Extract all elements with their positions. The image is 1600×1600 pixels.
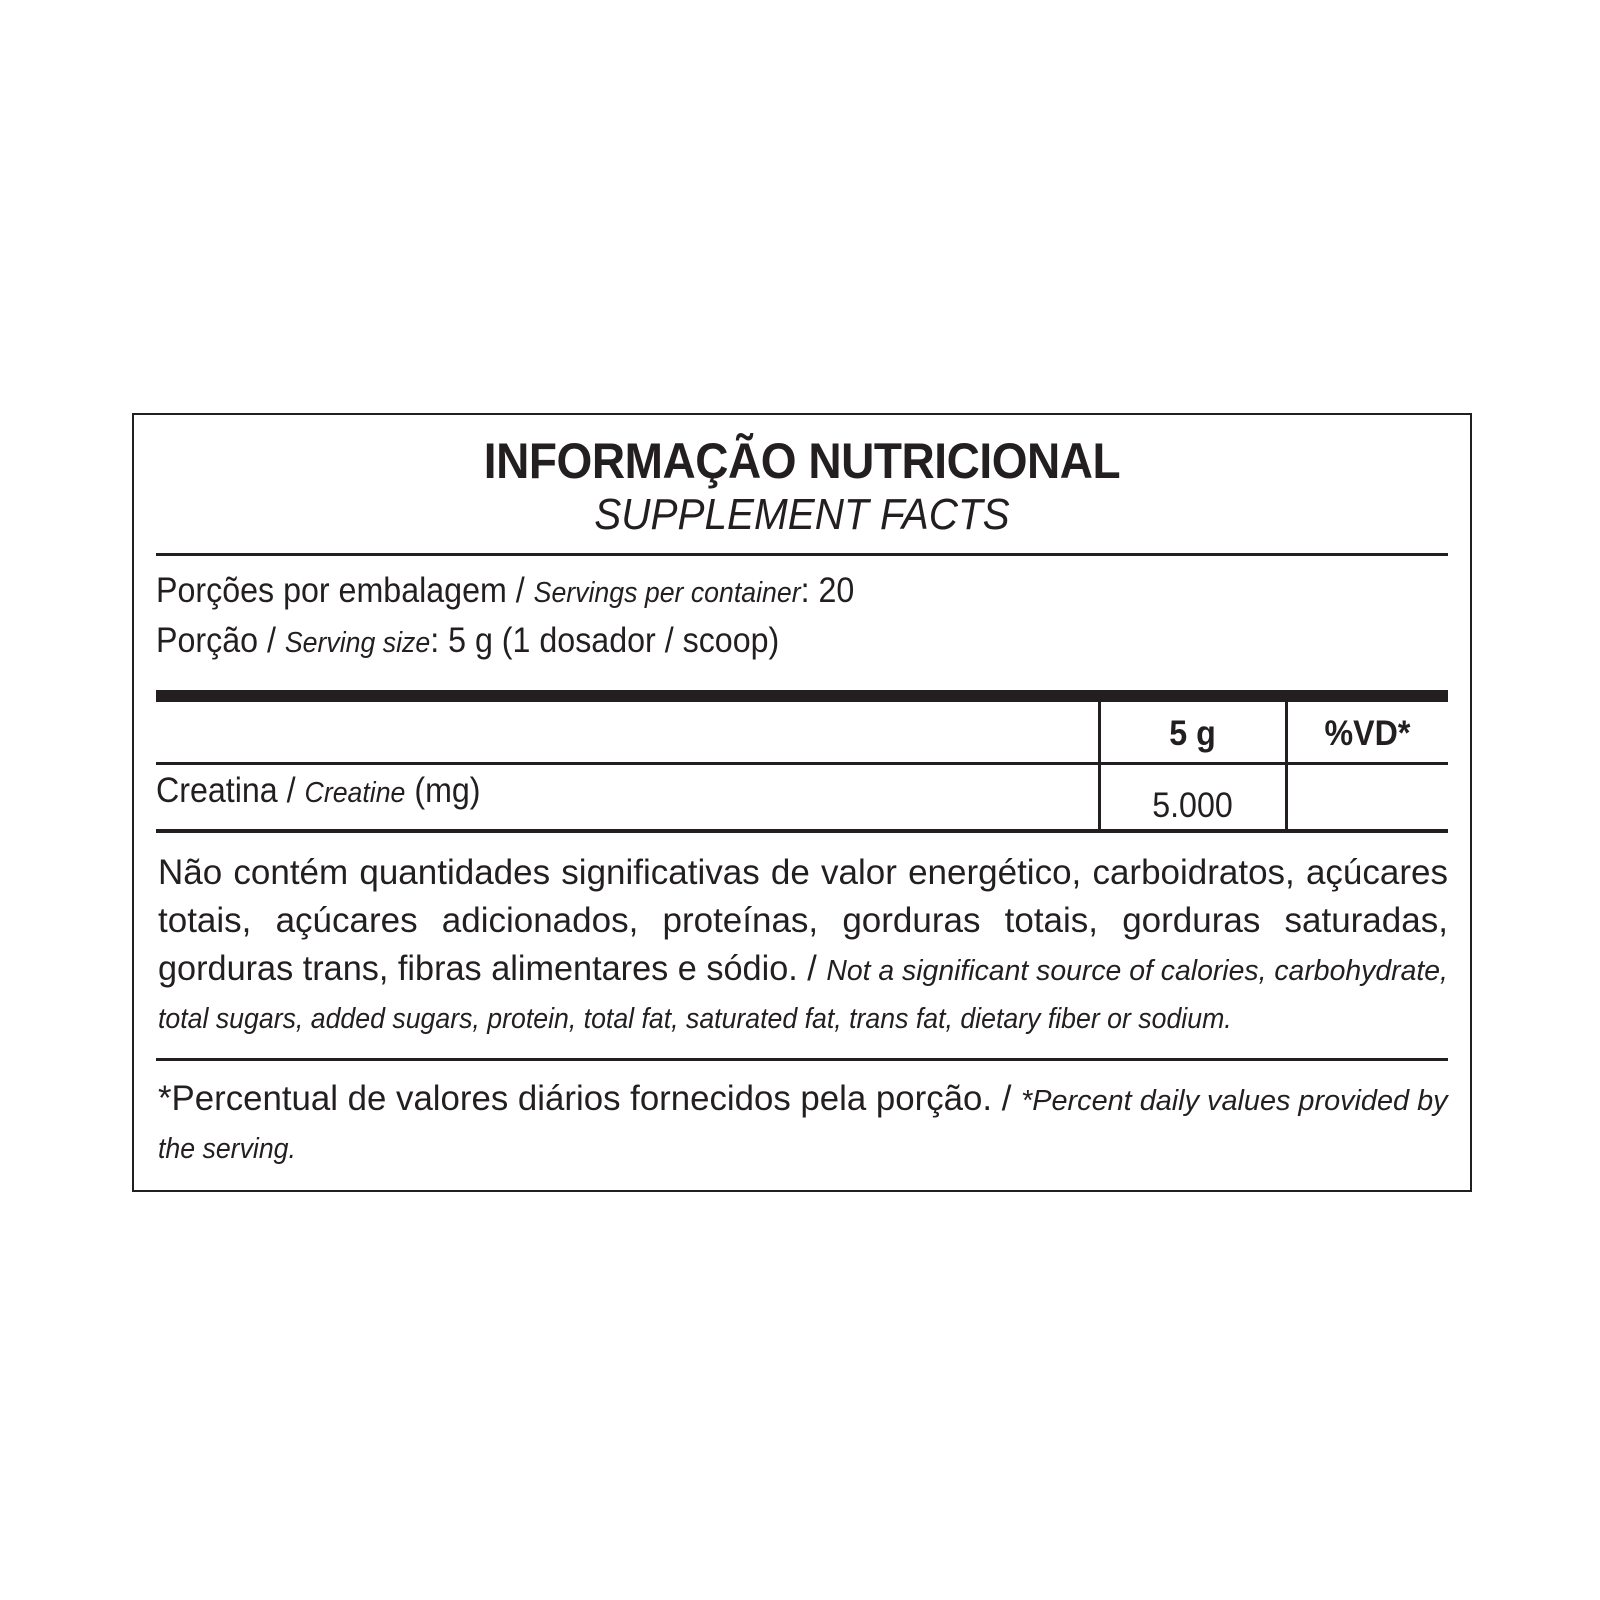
note-word: totais, [158,901,252,940]
note-word: carboidratos, [1092,853,1295,892]
nutrient-name-en: Creatine [304,777,406,809]
servings-per-container [156,570,854,614]
serving-size-sep: : [430,621,449,660]
footnote-en-1: *Percent daily values provided by [1021,1085,1448,1117]
daily-value-footnote [158,1075,1448,1171]
column-header-dv: %VD* [1324,714,1411,753]
note-word: significativas [561,853,760,892]
serving-size-label-en: Serving size [284,627,431,659]
table-row [156,770,481,814]
divider-table-bottom [156,829,1448,833]
label-subtitle: SUPPLEMENT FACTS [594,490,1010,539]
table-column-divider-1 [1098,702,1101,830]
note-line-3 [158,945,1448,993]
note-word: gorduras [842,901,981,940]
footnote-en-2: the serving. [158,1133,296,1165]
nutrient-amount: 5.000 [1152,786,1233,825]
serving-size-value: 5 g (1 dosador / scoop) [448,621,780,660]
note-word: proteínas, [662,901,819,940]
note-word: gorduras [1122,901,1261,940]
note-word: adicionados, [441,901,639,940]
divider-footnote [156,1058,1448,1061]
note-en-start: Not a significant source of calories, carbohydrate, [826,955,1448,987]
servings-sep: : [800,571,819,610]
serving-size-label-pt: Porção / [156,621,285,660]
divider-table-header [156,762,1448,765]
divider-thick [156,690,1448,702]
servings-label-pt: Porções por embalagem / [156,571,534,610]
footnote-line-1 [158,1075,1448,1123]
note-word: Não [158,853,223,892]
note-line-2 [158,897,1448,945]
column-header-amount: 5 g [1169,714,1216,753]
note-word: contém [233,853,349,892]
note-word: açúcares [1305,853,1448,892]
footnote-line-2 [158,1123,1345,1171]
label-title: INFORMAÇÃO NUTRICIONAL [483,433,1121,489]
note-word: quantidades [359,853,551,892]
footnote-pt: *Percentual de valores diários fornecidos pela porção. / [158,1079,1022,1118]
nutrient-unit: (mg) [405,771,481,810]
nutrient-name-pt: Creatina / [156,771,305,810]
note-line-4 [158,993,1345,1041]
note-word: açúcares [275,901,418,940]
serving-size [156,620,779,664]
not-significant-note [158,849,1448,1041]
servings-value: 20 [818,571,855,610]
supplement-facts-label [132,413,1472,1192]
note-en-end: total sugars, added sugars, protein, total fat, saturated fat, trans fat, dietary fiber or sodium. [158,1003,1232,1035]
table-column-divider-2 [1285,702,1288,830]
note-word: energético, [908,853,1082,892]
note-pt-end: gorduras trans, fibras alimentares e sódio. / [158,949,827,988]
note-line-1 [158,849,1448,897]
note-word: saturadas, [1284,901,1448,940]
divider-top [156,553,1448,556]
note-word: valor [821,853,897,892]
servings-label-en: Servings per container [533,577,801,609]
note-word: de [770,853,810,892]
note-word: totais, [1004,901,1099,940]
